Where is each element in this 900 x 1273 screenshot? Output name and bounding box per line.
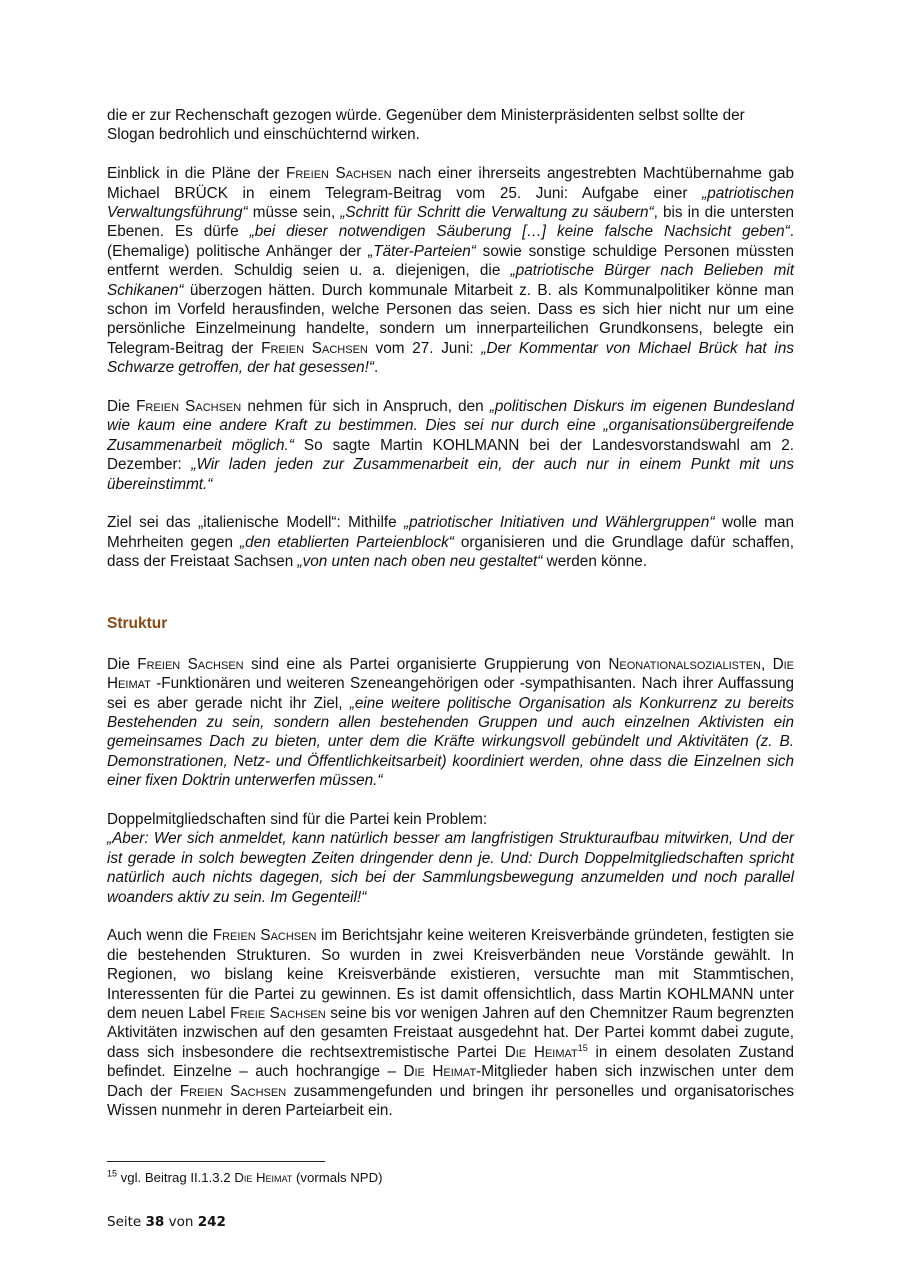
org-name: Freien Sachsen bbox=[261, 339, 368, 357]
paragraph-6-intro: Doppelmitgliedschaften sind für die Partei kein Problem: bbox=[107, 810, 488, 828]
org-name: Freien Sachsen bbox=[136, 398, 242, 416]
org-name: Freien Sachsen bbox=[179, 1082, 287, 1100]
quote: „eine weitere politische Organisation als Konkurrenz zu bereits Bestehenden zu sein, sondern allen bestehenden Gruppen und auch einzelnen Aktivisten ein gemeinsames Dach zu bieten, unter dem die Kräfte wirkungsvoll gebündelt und Aktivitäten (z. B. Demonstrationen, Netz- und Öffentlichkeitsarbeit) koordiniert werden, ohne dass die Einzelnen sich einer fixen Doktrin unterwerfen müssen.“ bbox=[107, 694, 794, 790]
block-quote: „Aber: Wer sich anmeldet, kann natürlich besser am langfristigen Strukturaufbau mitwirken, Und der ist gerade in solch bewegten Zeiten dringender denn je. Und: Durch Doppelmitgliedschaften spricht natürlich auch nichts dagegen, sich bei der Sammlungsbewegung anzumelden und noch parallel woanders aktiv zu sein. Im Gegenteil!“ bbox=[107, 830, 794, 906]
quote: „patriotischen Verwaltungsführung“ bbox=[107, 184, 794, 222]
paragraph-7: Auch wenn die Freien Sachsen im Berichtsjahr keine weiteren Kreisverbände gründeten, festigten sie die bestehenden Strukturen. So wurden in zwei Kreisverbänden neue Vorstände gewählt. In Regionen, wo bislang keine Kreisverbände existieren, versuchte man mit Stammtischen, Interessenten für die Partei zu gewinnen. Es ist damit offensichtlich, dass Martin KOHLMANN unter dem neuen Label Freie Sachsen seine bis vor wenigen Jahren auf den Chemnitzer Raum begrenzten Aktivitäten inzwischen auf den gesamten Freistaat ausgedehnt hat. Der Partei kommt dabei zugute, dass sich insbesondere die rechtsextremistische Partei Die Heimat$^{15}$ in einem desolaten Zustand befindet. Einzelne – auch hochrangige – Die Heimat-Mitglieder haben sich inzwischen unter dem Dach der Freien Sachsen zusammengefunden und bringen ihr personelles und organisatorisches Wissen nunmehr in deren Parteiarbeit ein. bbox=[107, 927, 795, 1120]
paragraph-5: Die Freien Sachsen sind eine als Partei organisierte Gruppierung von Neonationalsozialisten, Die Heimat -Funktionären und weiteren Szeneangehörigen oder -sympathisanten. Nach ihrer Auffassung sei es aber gerade nicht ihr Ziel, „eine weitere politische Organisation als Konkurrenz zu bereits Bestehenden zu sein, sondern allen bestehenden Gruppen und auch einzelnen Aktivisten ein gemeinsames Dach zu bieten, unter dem die Kräfte wirkungsvoll gebündelt und Aktivitäten (z. B. Demonstrationen, Netz- und Öffentlichkeitsarbeit) koordiniert werden, ohne dass die Einzelnen sich einer fixen Doktrin unterwerfen müssen.“ bbox=[107, 655, 795, 790]
org-name: Freie Sachsen bbox=[230, 1004, 326, 1022]
small-caps-term: Neonationalsozialisten bbox=[608, 655, 761, 673]
footnote-divider bbox=[107, 1161, 325, 1162]
footnote-number: 15 bbox=[107, 1168, 118, 1179]
quote: „den etablierten Parteienblock“ bbox=[240, 533, 454, 551]
section-heading: Struktur bbox=[107, 614, 168, 632]
quote: „Täter-Parteien“ bbox=[368, 242, 476, 260]
quote: „Schritt für Schritt die Verwaltung zu säubern“ bbox=[340, 204, 654, 222]
org-name: Freien Sachsen bbox=[286, 165, 392, 183]
quote: „politischen Diskurs im eigenen Bundesland wie kaum eine andere Kraft zu bestimmen. Dies sei nur durch eine „organisationsübergreifende Zusammenarbeit möglich.“ bbox=[107, 398, 794, 454]
quote: „bei dieser notwendigen Säuberung […] keine falsche Nachsicht geben“ bbox=[249, 223, 790, 241]
quote: „patriotischer Initiativen und Wählergruppen“ bbox=[404, 514, 715, 532]
paragraph-2: Einblick in die Pläne der Freien Sachsen nach einer ihrerseits angestrebten Machtübernahme gab Michael BRÜCK in einem Telegram-Beitrag vom 25. Juni: Aufgabe einer „patriotischen Verwaltungsführung“ müsse sein, „Schritt für Schritt die Verwaltung zu säubern“, bis in die untersten Ebenen. Es dürfe „bei dieser notwendigen Säuberung […] keine falsche Nachsicht geben“. (Ehemalige) politische Anhänger der „Täter-Parteien“ sowie sonstige schuldige Personen müssten entfernt werden. Schuldig seien u. a. diejenigen, die „patriotische Bürger nach Belieben mit Schikanen“ überzogen hätten. Durch kommunale Mitarbeit z. B. als Kommunalpolitiker könne man schon im Vorfeld herausfinden, welche Personen das seien. Dass es sich hier nicht nur um eine persönliche Einzelmeinung handelte, sondern um innerparteilichen Grundkonsens, belegte ein Telegram-Beitrag der Freien Sachsen vom 27. Juni: „Der Kommentar von Michael Brück hat ins Schwarze getroffen, der hat gesessen!“. bbox=[107, 165, 794, 377]
org-name: Die Heimat bbox=[107, 655, 795, 693]
paragraph-1-text: die er zur Rechenschaft gezogen würde. Gegenüber dem Ministerpräsidenten selbst sollte der Slogan bedrohlich und einschüchternd wirken. bbox=[107, 107, 745, 144]
paragraph-6-quote bbox=[107, 829, 794, 907]
org-name: Die Heimat bbox=[234, 1170, 293, 1185]
current-page: 38 bbox=[145, 1214, 165, 1230]
paragraph-4: Ziel sei das „italienische Modell“: Mithilfe „patriotischer Initiativen und Wählergruppen“ wolle man Mehrheiten gegen „den etablierten Parteienblock“ organisieren und die Grundlage dafür schaffen, dass der Freistaat Sachsen „von unten nach oben neu gestaltet“ werden könne. bbox=[107, 514, 795, 571]
paragraph-1 bbox=[107, 106, 794, 145]
document-body bbox=[107, 106, 794, 1120]
footnote: $^{15}$ vgl. Beitrag II.1.3.2 Die Heimat (vormals NPD) bbox=[107, 1168, 383, 1185]
quote: „von unten nach oben neu gestaltet“ bbox=[297, 553, 543, 571]
org-name: Freien Sachsen bbox=[137, 655, 244, 673]
org-name: Freien Sachsen bbox=[212, 927, 317, 945]
org-name: Die Heimat bbox=[504, 1043, 578, 1061]
page-number: Seite 38 von 242 bbox=[107, 1214, 226, 1230]
quote: „Wir laden jeden zur Zusammenarbeit ein, der auch nur in einem Punkt mit uns übereinstimmt.“ bbox=[107, 456, 794, 493]
total-pages: 242 bbox=[197, 1214, 226, 1230]
org-name: Die Heimat bbox=[403, 1063, 477, 1081]
quote: „patriotische Bürger nach Belieben mit Schikanen“ bbox=[107, 262, 794, 299]
paragraph-3: Die Freien Sachsen nehmen für sich in Anspruch, den „politischen Diskurs im eigenen Bundesland wie kaum eine andere Kraft zu bestimmen. Dies sei nur durch eine „organisationsübergreifende Zusammenarbeit möglich.“ So sagte Martin KOHLMANN bei der Landesvorstandswahl am 2. Dezember: „Wir laden jeden zur Zusammenarbeit ein, der auch nur in einem Punkt mit uns übereinstimmt.“ bbox=[107, 398, 795, 493]
footnote-ref[interactable]: 15 bbox=[577, 1042, 588, 1053]
quote: „Der Kommentar von Michael Brück hat ins Schwarze getroffen, der hat gesessen!“ bbox=[107, 339, 794, 377]
